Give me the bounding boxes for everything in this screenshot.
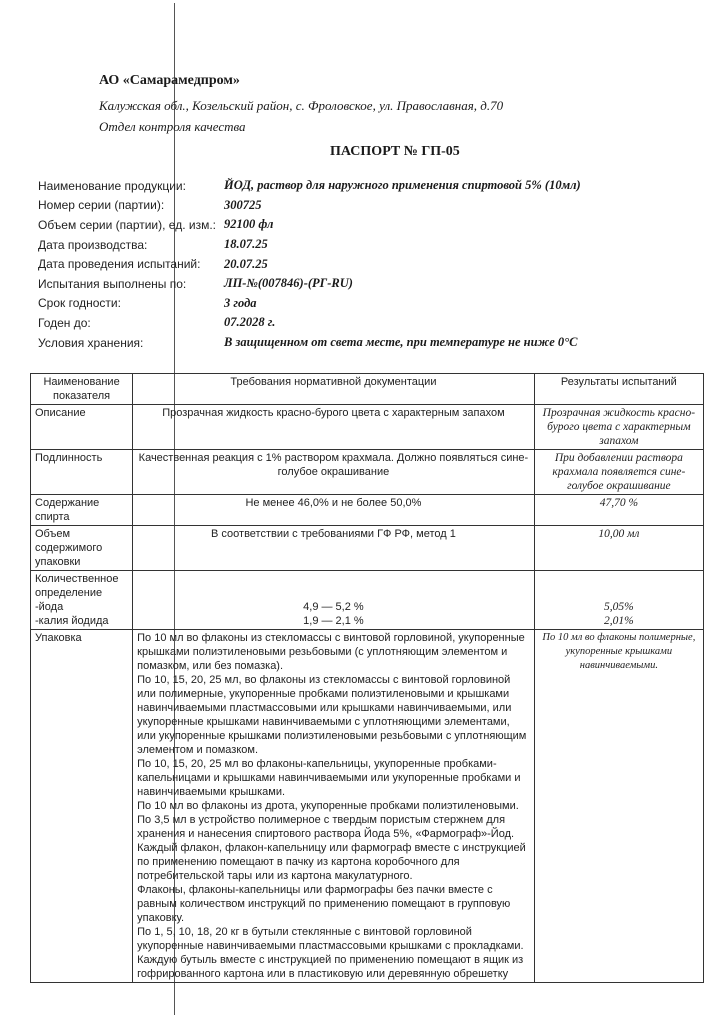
requirement-text: В соответствии с требованиями ГФ РФ, метод 1 <box>133 526 535 571</box>
packaging-paragraph: По 3,5 мл в устройство полимерное с твердым пористым стержнем для хранения и нанесения спиртового раствора Йода 5%, «Фармограф»-Йод. <box>137 814 515 840</box>
info-label: Годен до: <box>38 315 91 330</box>
info-label: Дата производства: <box>38 237 148 252</box>
quant-potassium-iodide-result: 2,01% <box>604 615 634 627</box>
column-header-indicator: Наименование показателя <box>31 374 133 405</box>
info-row-batch-volume <box>38 215 678 235</box>
info-row-production-date <box>38 235 678 255</box>
info-row-expiry <box>38 313 678 333</box>
info-value: ЙОД, раствор для наружного применения спиртовой 5% (10мл) <box>224 178 581 193</box>
packaging-paragraph: По 10, 15, 20, 25 мл, во флаконы из стекломассы с винтовой горловиной или полимерные, укупоренные пробками полиэтиленовыми и крышками навинчиваемыми пластмассовыми или крышками навинчиваемыми, или укупоренные крышками навинчиваемыми с уплотняющими элементами, или укупоренные крышками полиэтиленовыми резьбовыми с уплотняющим элементом и помазком. <box>137 674 527 756</box>
requirement-text <box>133 571 535 630</box>
quant-potassium-iodide-requirement: 1,9 — 2,1 % <box>303 615 364 627</box>
table-row <box>31 495 704 526</box>
info-value: 300725 <box>224 197 262 212</box>
info-label: Условия хранения: <box>38 335 144 350</box>
info-value: 3 года <box>224 295 257 310</box>
indicator-name: Содержание спирта <box>31 495 133 526</box>
info-row-shelf-life <box>38 294 678 314</box>
packaging-paragraph: Флаконы, флаконы-капельницы или фармографы без пачки вместе с равным количеством инструкций по применению помещают в групповую упаковку. <box>137 884 511 924</box>
table-row <box>31 526 704 571</box>
info-row-storage <box>38 333 678 353</box>
indicator-name <box>31 571 133 630</box>
quant-potassium-iodide-label: -калия йодида <box>35 615 109 627</box>
info-label: Номер серии (партии): <box>38 198 165 213</box>
packaging-paragraph: По 10 мл во флаконы из стекломассы с винтовой горловиной, укупоренные крышками полиэтиленовыми резьбовыми (с уплотняющим элементом и помазком, или без помазка). <box>137 632 525 672</box>
requirement-text: Качественная реакция с 1% раствором крахмала. Должно появляться сине-голубое окрашивание <box>133 450 535 495</box>
quant-iodine-requirement: 4,9 — 5,2 % <box>303 601 364 613</box>
quant-iodine-label: -йода <box>35 601 64 613</box>
info-row-product <box>38 176 678 196</box>
packaging-paragraph: По 10, 15, 20, 25 мл во флаконы-капельницы, укупоренные пробками-капельницами и крышками навинчиваемыми или укупоренные пробками и навинчиваемыми крышками. <box>137 758 521 798</box>
packaging-paragraph: Каждый флакон, флакон-капельницу или фармограф вместе с инструкцией по применению помещают в пачку из картона коробочного для потребительской тары или из картона макулатурного. <box>137 842 526 882</box>
info-label: Объем серии (партии), ед. изм.: <box>38 217 217 232</box>
indicator-name: Упаковка <box>31 630 133 983</box>
table-row-quantitative <box>31 571 704 630</box>
info-value: 18.07.25 <box>224 237 268 252</box>
test-results-table <box>30 373 704 983</box>
info-label: Наименование продукции: <box>38 178 186 193</box>
table-row <box>31 405 704 450</box>
info-row-tested-by <box>38 274 678 294</box>
info-value: В защищенном от света месте, при температуре не ниже 0°С <box>224 335 578 350</box>
info-label: Срок годности: <box>38 296 121 311</box>
company-address: Калужская обл., Козельский район, с. Фроловское, ул. Православная, д.70 <box>99 98 504 113</box>
info-label: Испытания выполнены по: <box>38 276 187 291</box>
indicator-name: Объем содержимого упаковки <box>31 526 133 571</box>
document-title: ПАСПОРТ № ГП-05 <box>330 144 460 159</box>
requirement-text: Прозрачная жидкость красно-бурого цвета с характерным запахом <box>133 405 535 450</box>
result-text: При добавлении раствора крахмала появляется сине-голубое окрашивание <box>534 450 703 495</box>
packaging-paragraph: По 10 мл во флаконы из дрота, укупоренные пробками полиэтиленовыми. <box>137 800 519 812</box>
column-header-results: Результаты испытаний <box>534 374 703 405</box>
column-header-requirements: Требования нормативной документации <box>133 374 535 405</box>
result-text <box>534 571 703 630</box>
info-row-batch-number <box>38 196 678 216</box>
packaging-paragraph: По 1, 5, 10, 18, 20 кг в бутыли стеклянные с винтовой горловиной укупоренные навинчиваемыми пластмассовыми крышками с прокладками. <box>137 926 524 952</box>
indicator-name: Описание <box>31 405 133 450</box>
table-row-packaging <box>31 630 704 983</box>
department: Отдел контроля качества <box>99 119 246 134</box>
result-text: Прозрачная жидкость красно-бурого цвета с характерным запахом <box>534 405 703 450</box>
quant-iodine-result: 5,05% <box>604 601 634 613</box>
table-row <box>31 450 704 495</box>
table-header-row <box>31 374 704 405</box>
info-value: 20.07.25 <box>224 256 268 271</box>
info-value: 92100 фл <box>224 217 274 232</box>
info-value: 07.2028 г. <box>224 315 276 330</box>
packaging-result: По 10 мл во флаконы полимерные, укупоренные крышками навинчиваемыми. <box>534 630 703 983</box>
packaging-paragraph: Каждую бутыль вместе с инструкцией по применению помещают в ящик из гофрированного картона или в пластиковую или деревянную обрешетку <box>137 954 524 980</box>
result-text: 10,00 мл <box>534 526 703 571</box>
company-name: АО «Самарамедпром» <box>99 73 240 88</box>
info-label: Дата проведения испытаний: <box>38 257 201 272</box>
quant-name: Количественное определение <box>35 573 119 599</box>
packaging-requirements <box>133 630 535 983</box>
info-row-test-date <box>38 254 678 274</box>
indicator-name: Подлинность <box>31 450 133 495</box>
requirement-text: Не менее 46,0% и не более 50,0% <box>133 495 535 526</box>
result-text: 47,70 % <box>534 495 703 526</box>
product-info <box>38 176 678 352</box>
info-value: ЛП-№(007846)-(РГ-RU) <box>224 276 353 291</box>
